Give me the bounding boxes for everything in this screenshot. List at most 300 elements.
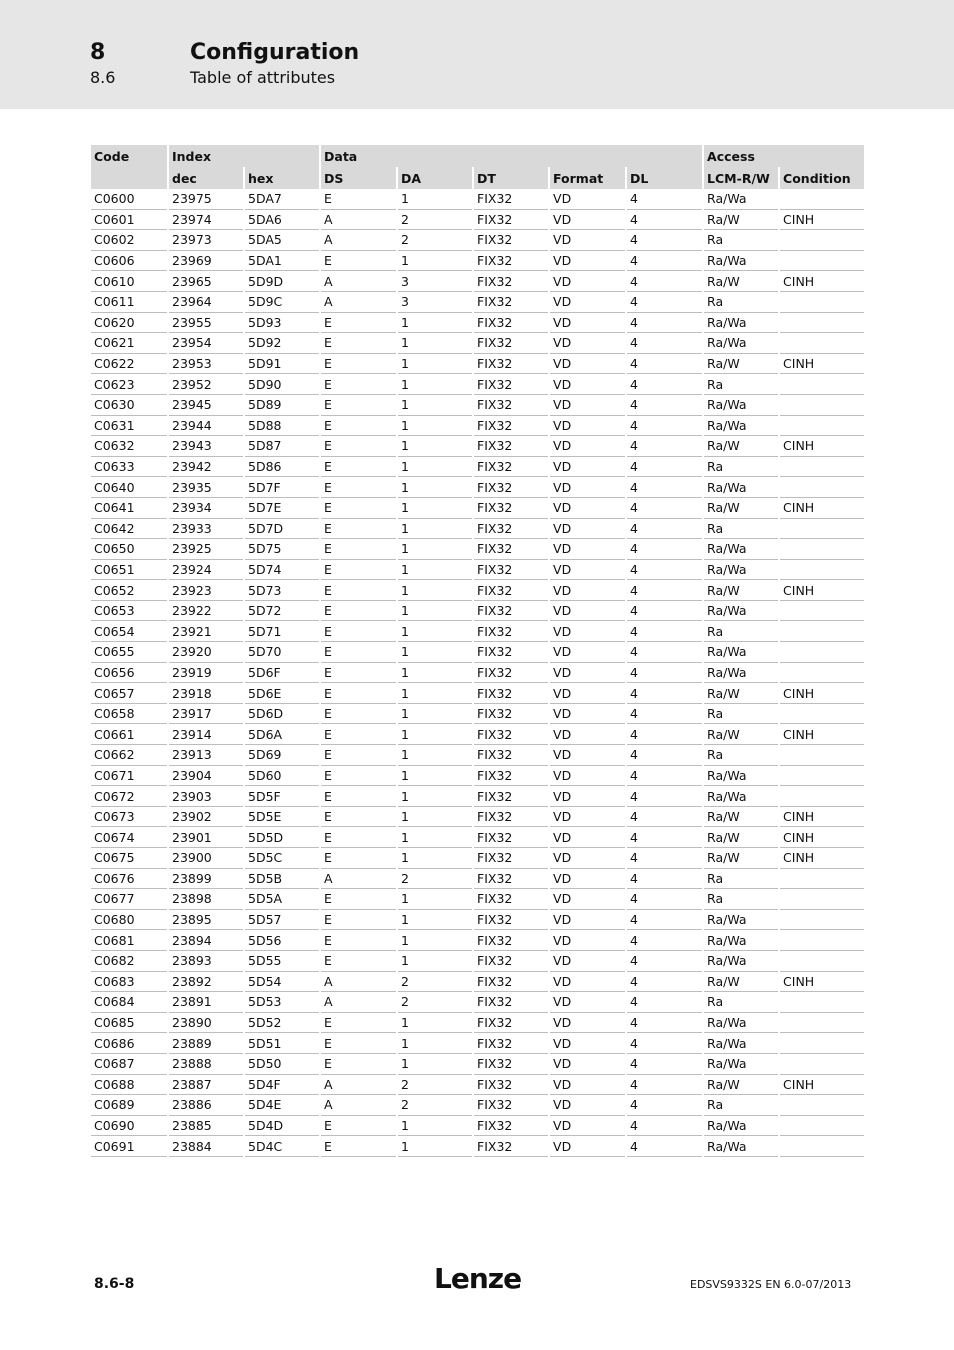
cell-condition (779, 456, 864, 477)
cell-format: VD (549, 1053, 626, 1074)
cell-dt: FIX32 (473, 724, 549, 745)
cell-format: VD (549, 889, 626, 910)
cell-lcm-rw: Ra/Wa (703, 1033, 779, 1054)
cell-format: VD (549, 1012, 626, 1033)
cell-condition (779, 1115, 864, 1136)
header-data: Data (320, 145, 703, 167)
cell-dec: 23901 (168, 827, 244, 848)
cell-condition: CINH (779, 497, 864, 518)
cell-da: 2 (397, 209, 473, 230)
table-row (91, 662, 864, 683)
cell-dt: FIX32 (473, 786, 549, 807)
cell-lcm-rw: Ra/Wa (703, 1115, 779, 1136)
cell-hex: 5D53 (244, 992, 320, 1013)
cell-dec: 23890 (168, 1012, 244, 1033)
cell-dl: 4 (626, 848, 703, 869)
table-row (91, 992, 864, 1013)
cell-dl: 4 (626, 1074, 703, 1095)
cell-dec: 23945 (168, 394, 244, 415)
cell-hex: 5D6F (244, 662, 320, 683)
cell-da: 1 (397, 333, 473, 354)
cell-hex: 5D5D (244, 827, 320, 848)
cell-dec: 23955 (168, 312, 244, 333)
attributes-table (91, 145, 864, 1157)
cell-da: 1 (397, 312, 473, 333)
cell-hex: 5D7F (244, 477, 320, 498)
cell-hex: 5D93 (244, 312, 320, 333)
table-row (91, 1136, 864, 1157)
table-row (91, 580, 864, 601)
cell-format: VD (549, 477, 626, 498)
cell-dl: 4 (626, 683, 703, 704)
cell-hex: 5D71 (244, 621, 320, 642)
cell-code: C0640 (91, 477, 168, 498)
cell-condition: CINH (779, 806, 864, 827)
cell-hex: 5D91 (244, 353, 320, 374)
cell-dec: 23902 (168, 806, 244, 827)
cell-format: VD (549, 415, 626, 436)
cell-da: 1 (397, 806, 473, 827)
cell-code: C0658 (91, 703, 168, 724)
cell-dec: 23889 (168, 1033, 244, 1054)
header-access: Access (703, 145, 864, 167)
cell-dt: FIX32 (473, 353, 549, 374)
table-row (91, 271, 864, 292)
cell-dt: FIX32 (473, 1115, 549, 1136)
header-code-blank (91, 167, 168, 189)
cell-lcm-rw: Ra/Wa (703, 415, 779, 436)
cell-code: C0677 (91, 889, 168, 910)
cell-dl: 4 (626, 559, 703, 580)
cell-dl: 4 (626, 189, 703, 209)
cell-dl: 4 (626, 1012, 703, 1033)
cell-dt: FIX32 (473, 909, 549, 930)
table-row (91, 683, 864, 704)
cell-condition (779, 1012, 864, 1033)
cell-format: VD (549, 745, 626, 766)
cell-da: 1 (397, 683, 473, 704)
cell-dec: 23924 (168, 559, 244, 580)
cell-ds: A (320, 230, 397, 251)
cell-condition (779, 786, 864, 807)
cell-code: C0620 (91, 312, 168, 333)
table-row (91, 889, 864, 910)
cell-dl: 4 (626, 436, 703, 457)
cell-hex: 5D74 (244, 559, 320, 580)
cell-dec: 23899 (168, 868, 244, 889)
cell-lcm-rw: Ra/Wa (703, 559, 779, 580)
cell-dt: FIX32 (473, 394, 549, 415)
cell-da: 1 (397, 765, 473, 786)
cell-dec: 23974 (168, 209, 244, 230)
cell-hex: 5D5A (244, 889, 320, 910)
cell-condition: CINH (779, 683, 864, 704)
cell-dl: 4 (626, 765, 703, 786)
cell-ds: A (320, 271, 397, 292)
cell-format: VD (549, 1136, 626, 1157)
cell-dl: 4 (626, 827, 703, 848)
cell-format: VD (549, 703, 626, 724)
cell-format: VD (549, 209, 626, 230)
cell-dl: 4 (626, 703, 703, 724)
cell-lcm-rw: Ra/Wa (703, 662, 779, 683)
cell-hex: 5D9C (244, 291, 320, 312)
cell-ds: A (320, 291, 397, 312)
cell-condition (779, 559, 864, 580)
cell-dl: 4 (626, 374, 703, 395)
cell-ds: E (320, 1053, 397, 1074)
cell-ds: E (320, 518, 397, 539)
cell-hex: 5D7D (244, 518, 320, 539)
cell-hex: 5D4D (244, 1115, 320, 1136)
cell-hex: 5D4C (244, 1136, 320, 1157)
cell-da: 1 (397, 1136, 473, 1157)
lenze-logo: Lenze (434, 1262, 522, 1295)
table-row (91, 250, 864, 271)
cell-lcm-rw: Ra/W (703, 1074, 779, 1095)
cell-condition (779, 312, 864, 333)
cell-code: C0673 (91, 806, 168, 827)
cell-hex: 5D73 (244, 580, 320, 601)
cell-format: VD (549, 230, 626, 251)
cell-code: C0689 (91, 1095, 168, 1116)
cell-dec: 23969 (168, 250, 244, 271)
cell-dl: 4 (626, 642, 703, 663)
cell-code: C0685 (91, 1012, 168, 1033)
cell-dt: FIX32 (473, 415, 549, 436)
table-body (91, 189, 864, 1156)
cell-dt: FIX32 (473, 642, 549, 663)
table-row (91, 930, 864, 951)
cell-condition (779, 765, 864, 786)
cell-code: C0623 (91, 374, 168, 395)
cell-lcm-rw: Ra/Wa (703, 786, 779, 807)
table-row (91, 559, 864, 580)
cell-format: VD (549, 189, 626, 209)
cell-dt: FIX32 (473, 271, 549, 292)
cell-dt: FIX32 (473, 621, 549, 642)
cell-code: C0680 (91, 909, 168, 930)
cell-da: 2 (397, 1095, 473, 1116)
cell-da: 3 (397, 291, 473, 312)
cell-condition (779, 539, 864, 560)
cell-format: VD (549, 786, 626, 807)
cell-dec: 23918 (168, 683, 244, 704)
cell-dt: FIX32 (473, 559, 549, 580)
cell-ds: E (320, 456, 397, 477)
cell-lcm-rw: Ra (703, 745, 779, 766)
cell-dec: 23919 (168, 662, 244, 683)
header-da: DA (397, 167, 473, 189)
cell-hex: 5D55 (244, 950, 320, 971)
cell-condition (779, 930, 864, 951)
table-row (91, 230, 864, 251)
cell-hex: 5D56 (244, 930, 320, 951)
cell-hex: 5D57 (244, 909, 320, 930)
cell-code: C0622 (91, 353, 168, 374)
cell-code: C0602 (91, 230, 168, 251)
cell-ds: E (320, 497, 397, 518)
cell-dt: FIX32 (473, 1053, 549, 1074)
cell-format: VD (549, 950, 626, 971)
cell-dl: 4 (626, 580, 703, 601)
cell-dl: 4 (626, 353, 703, 374)
cell-dt: FIX32 (473, 745, 549, 766)
cell-dl: 4 (626, 745, 703, 766)
cell-dec: 23903 (168, 786, 244, 807)
table-row (91, 909, 864, 930)
cell-da: 1 (397, 786, 473, 807)
table-row (91, 765, 864, 786)
table-row (91, 333, 864, 354)
cell-dt: FIX32 (473, 703, 549, 724)
cell-lcm-rw: Ra/Wa (703, 600, 779, 621)
cell-dec: 23953 (168, 353, 244, 374)
cell-ds: E (320, 642, 397, 663)
cell-hex: 5D60 (244, 765, 320, 786)
cell-dl: 4 (626, 992, 703, 1013)
cell-dl: 4 (626, 539, 703, 560)
cell-dec: 23904 (168, 765, 244, 786)
cell-lcm-rw: Ra/Wa (703, 930, 779, 951)
cell-hex: 5DA7 (244, 189, 320, 209)
cell-lcm-rw: Ra/Wa (703, 394, 779, 415)
cell-da: 1 (397, 1115, 473, 1136)
cell-dec: 23913 (168, 745, 244, 766)
cell-da: 1 (397, 745, 473, 766)
cell-dl: 4 (626, 518, 703, 539)
cell-dl: 4 (626, 230, 703, 251)
cell-da: 1 (397, 559, 473, 580)
cell-hex: 5D6A (244, 724, 320, 745)
cell-lcm-rw: Ra/W (703, 580, 779, 601)
cell-condition (779, 642, 864, 663)
cell-format: VD (549, 1095, 626, 1116)
cell-format: VD (549, 827, 626, 848)
cell-lcm-rw: Ra/W (703, 683, 779, 704)
cell-ds: E (320, 436, 397, 457)
cell-code: C0652 (91, 580, 168, 601)
cell-condition (779, 662, 864, 683)
cell-dec: 23920 (168, 642, 244, 663)
cell-condition: CINH (779, 580, 864, 601)
cell-dl: 4 (626, 971, 703, 992)
cell-hex: 5D4E (244, 1095, 320, 1116)
cell-lcm-rw: Ra (703, 518, 779, 539)
cell-dt: FIX32 (473, 971, 549, 992)
cell-dec: 23925 (168, 539, 244, 560)
table-row (91, 209, 864, 230)
cell-ds: E (320, 703, 397, 724)
cell-da: 1 (397, 374, 473, 395)
cell-da: 1 (397, 580, 473, 601)
table-row (91, 786, 864, 807)
cell-format: VD (549, 271, 626, 292)
table-row (91, 497, 864, 518)
cell-dt: FIX32 (473, 477, 549, 498)
cell-da: 2 (397, 1074, 473, 1095)
header-lcm-rw: LCM-R/W (703, 167, 779, 189)
cell-ds: E (320, 930, 397, 951)
cell-dec: 23933 (168, 518, 244, 539)
cell-dt: FIX32 (473, 992, 549, 1013)
cell-condition: CINH (779, 1074, 864, 1095)
cell-dt: FIX32 (473, 312, 549, 333)
cell-dl: 4 (626, 909, 703, 930)
cell-format: VD (549, 250, 626, 271)
cell-lcm-rw: Ra (703, 868, 779, 889)
cell-format: VD (549, 312, 626, 333)
cell-format: VD (549, 930, 626, 951)
cell-hex: 5D92 (244, 333, 320, 354)
cell-dec: 23884 (168, 1136, 244, 1157)
cell-condition (779, 374, 864, 395)
cell-da: 2 (397, 230, 473, 251)
cell-dl: 4 (626, 806, 703, 827)
cell-format: VD (549, 1115, 626, 1136)
table-row (91, 291, 864, 312)
cell-dl: 4 (626, 621, 703, 642)
table-row (91, 827, 864, 848)
cell-code: C0632 (91, 436, 168, 457)
table-row (91, 848, 864, 869)
table-row (91, 1074, 864, 1095)
table-row (91, 477, 864, 498)
cell-ds: E (320, 312, 397, 333)
cell-code: C0642 (91, 518, 168, 539)
cell-condition (779, 477, 864, 498)
cell-format: VD (549, 765, 626, 786)
cell-da: 1 (397, 909, 473, 930)
cell-dt: FIX32 (473, 765, 549, 786)
cell-dec: 23886 (168, 1095, 244, 1116)
table-row (91, 642, 864, 663)
cell-code: C0601 (91, 209, 168, 230)
cell-hex: 5D4F (244, 1074, 320, 1095)
cell-dt: FIX32 (473, 230, 549, 251)
cell-da: 1 (397, 394, 473, 415)
table-row (91, 436, 864, 457)
cell-ds: E (320, 559, 397, 580)
table-row (91, 724, 864, 745)
cell-code: C0671 (91, 765, 168, 786)
cell-format: VD (549, 374, 626, 395)
cell-lcm-rw: Ra/W (703, 971, 779, 992)
cell-dt: FIX32 (473, 1012, 549, 1033)
cell-dec: 23921 (168, 621, 244, 642)
cell-lcm-rw: Ra/Wa (703, 1136, 779, 1157)
table-row (91, 1053, 864, 1074)
table-row (91, 374, 864, 395)
cell-hex: 5D5B (244, 868, 320, 889)
cell-hex: 5D7E (244, 497, 320, 518)
cell-dec: 23895 (168, 909, 244, 930)
cell-ds: E (320, 621, 397, 642)
cell-condition: CINH (779, 724, 864, 745)
cell-dt: FIX32 (473, 950, 549, 971)
cell-dt: FIX32 (473, 848, 549, 869)
cell-condition (779, 518, 864, 539)
cell-hex: 5D6E (244, 683, 320, 704)
cell-hex: 5D72 (244, 600, 320, 621)
cell-da: 1 (397, 662, 473, 683)
table-row (91, 415, 864, 436)
cell-dec: 23922 (168, 600, 244, 621)
cell-lcm-rw: Ra (703, 230, 779, 251)
cell-da: 1 (397, 950, 473, 971)
cell-format: VD (549, 848, 626, 869)
cell-code: C0690 (91, 1115, 168, 1136)
cell-condition (779, 415, 864, 436)
cell-condition (779, 1033, 864, 1054)
table-row (91, 1012, 864, 1033)
cell-ds: A (320, 868, 397, 889)
cell-dt: FIX32 (473, 580, 549, 601)
cell-format: VD (549, 971, 626, 992)
cell-dt: FIX32 (473, 662, 549, 683)
cell-code: C0611 (91, 291, 168, 312)
cell-dec: 23973 (168, 230, 244, 251)
cell-da: 1 (397, 1033, 473, 1054)
cell-condition (779, 230, 864, 251)
cell-dt: FIX32 (473, 333, 549, 354)
cell-lcm-rw: Ra (703, 703, 779, 724)
cell-ds: E (320, 683, 397, 704)
cell-dt: FIX32 (473, 1136, 549, 1157)
cell-code: C0641 (91, 497, 168, 518)
cell-ds: E (320, 1033, 397, 1054)
chapter-number: 8 (90, 40, 106, 65)
cell-code: C0681 (91, 930, 168, 951)
cell-code: C0630 (91, 394, 168, 415)
cell-ds: E (320, 662, 397, 683)
cell-code: C0650 (91, 539, 168, 560)
cell-da: 1 (397, 600, 473, 621)
cell-dec: 23954 (168, 333, 244, 354)
cell-dl: 4 (626, 394, 703, 415)
cell-dl: 4 (626, 724, 703, 745)
cell-da: 1 (397, 889, 473, 910)
cell-dec: 23965 (168, 271, 244, 292)
cell-dec: 23975 (168, 189, 244, 209)
cell-da: 1 (397, 477, 473, 498)
table-row (91, 353, 864, 374)
cell-format: VD (549, 868, 626, 889)
cell-condition: CINH (779, 271, 864, 292)
cell-condition (779, 889, 864, 910)
cell-ds: E (320, 724, 397, 745)
cell-dl: 4 (626, 930, 703, 951)
cell-code: C0688 (91, 1074, 168, 1095)
cell-ds: E (320, 189, 397, 209)
cell-code: C0606 (91, 250, 168, 271)
cell-dt: FIX32 (473, 209, 549, 230)
cell-ds: E (320, 1136, 397, 1157)
cell-format: VD (549, 456, 626, 477)
cell-hex: 5D5E (244, 806, 320, 827)
cell-condition (779, 394, 864, 415)
cell-dec: 23892 (168, 971, 244, 992)
cell-dec: 23891 (168, 992, 244, 1013)
cell-da: 1 (397, 848, 473, 869)
cell-lcm-rw: Ra/Wa (703, 642, 779, 663)
table-row (91, 621, 864, 642)
cell-ds: A (320, 1074, 397, 1095)
cell-condition (779, 1053, 864, 1074)
cell-code: C0600 (91, 189, 168, 209)
cell-ds: E (320, 806, 397, 827)
cell-ds: E (320, 333, 397, 354)
